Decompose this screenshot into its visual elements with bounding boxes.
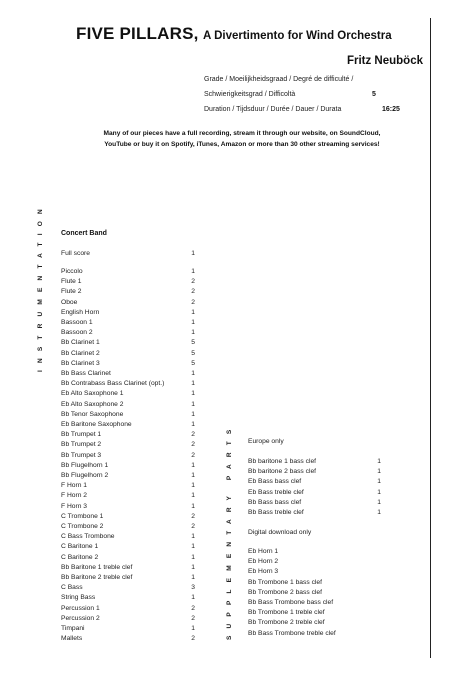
instrument-row-name: Bb Contrabass Bass Clarinet (opt.) bbox=[61, 380, 165, 388]
promo-line-2: YouTube or buy it on Spotify, iTunes, Amazon or more than 30 other streaming services! bbox=[104, 141, 380, 148]
instrument-row-name: Flute 2 bbox=[61, 288, 82, 296]
instrument-row-name: F Horn 2 bbox=[61, 492, 88, 500]
grade-label-line-2: Schwierigkeitsgrad / Difficoltà bbox=[204, 91, 296, 98]
europe-part-row-name: Bb Bass bass clef bbox=[248, 498, 302, 506]
instrument-row-qty: 1 bbox=[191, 543, 195, 551]
digital-part-row-name: Bb Bass Trombone bass clef bbox=[248, 599, 334, 606]
instrument-row-name: Bb Tenor Saxophone bbox=[61, 410, 124, 418]
instrument-row-name: Bassoon 2 bbox=[61, 329, 93, 337]
instrument-row-name: Bassoon 1 bbox=[61, 319, 93, 326]
full-score-qty: 1 bbox=[191, 250, 195, 257]
instrument-row-qty: 1 bbox=[191, 410, 195, 418]
instrument-row-qty: 2 bbox=[191, 451, 195, 459]
instrument-row-name: Timpani bbox=[61, 625, 85, 632]
instrument-row-qty: 1 bbox=[191, 329, 195, 337]
instrument-row-qty: 1 bbox=[191, 308, 195, 316]
instrument-row-name: Bb Baritone 2 treble clef bbox=[61, 574, 133, 581]
instrument-row-name: Bb Clarinet 1 bbox=[61, 339, 100, 347]
supplementary-parts-side-label: SUPPLEMENTARY PARTS bbox=[226, 422, 233, 640]
grade-value: 5 bbox=[372, 91, 376, 98]
europe-part-row-qty: 1 bbox=[377, 458, 381, 465]
instrument-row-name: C Trombone 2 bbox=[61, 523, 104, 530]
instrument-row-qty: 2 bbox=[191, 523, 195, 530]
instrument-row-qty: 5 bbox=[191, 349, 195, 357]
title-row bbox=[76, 24, 426, 44]
instrumentation-side-label: INSTRUMENTATION bbox=[37, 202, 44, 372]
instrument-row-qty: 2 bbox=[191, 278, 195, 286]
instrument-row-name: Bb Trumpet 1 bbox=[61, 431, 102, 439]
instrument-row-qty: 1 bbox=[191, 533, 195, 541]
instrument-row-qty: 2 bbox=[191, 298, 195, 306]
instrument-row-qty: 2 bbox=[191, 635, 195, 643]
digital-part-row-name: Bb Trombone 2 treble clef bbox=[248, 619, 325, 627]
europe-part-row-name: Bb Bass treble clef bbox=[248, 509, 304, 516]
instrument-row-qty: 1 bbox=[191, 390, 195, 398]
instrument-row-name: Bb Baritone 1 treble clef bbox=[61, 563, 133, 571]
instrument-row-qty: 2 bbox=[191, 441, 195, 449]
instrument-row-qty: 1 bbox=[191, 268, 195, 275]
europe-part-row-name: Bb baritone 1 bass clef bbox=[248, 458, 317, 465]
instrument-row-name: Bb Clarinet 3 bbox=[61, 359, 100, 367]
instrument-row-name: Bb Bass Clarinet bbox=[61, 370, 111, 377]
instrument-row-name: Bb Flugelhorn 2 bbox=[61, 472, 109, 479]
instrument-row-name: Bb Clarinet 2 bbox=[61, 349, 100, 357]
europe-part-row-qty: 1 bbox=[377, 468, 381, 476]
instrument-row-name: Bb Trumpet 3 bbox=[61, 451, 102, 459]
right-margin-rule bbox=[430, 18, 431, 658]
europe-part-row-name: Eb Bass bass clef bbox=[248, 478, 302, 486]
digital-part-row-name: Bb Trombone 1 bass clef bbox=[248, 578, 322, 586]
digital-only-heading-name: Digital download only bbox=[248, 529, 312, 536]
instrument-row-qty: 1 bbox=[191, 492, 195, 500]
page-subtitle: A Divertimento for Wind Orchestra bbox=[203, 30, 392, 42]
instrument-row-name: Piccolo bbox=[61, 268, 83, 275]
instrument-row-name: Bb Flugelhorn 1 bbox=[61, 461, 109, 469]
instrument-row-name: C Trombone 1 bbox=[61, 512, 104, 520]
instrument-row-qty: 1 bbox=[191, 400, 195, 408]
instrument-row-qty: 1 bbox=[191, 370, 195, 377]
instrument-row-qty: 5 bbox=[191, 359, 195, 367]
full-score-name: Full score bbox=[61, 250, 90, 257]
instrument-row-name: Eb Baritone Saxophone bbox=[61, 421, 132, 428]
instrument-row-qty: 2 bbox=[191, 604, 195, 612]
duration-value: 16:25 bbox=[382, 106, 400, 113]
page-title: FIVE PILLARS, bbox=[76, 24, 199, 43]
instrument-row-qty: 1 bbox=[191, 563, 195, 571]
instrument-row-qty: 2 bbox=[191, 431, 195, 439]
instrument-row-qty: 2 bbox=[191, 512, 195, 520]
europe-part-row-qty: 1 bbox=[377, 478, 381, 486]
instrument-row-name: Flute 1 bbox=[61, 278, 82, 286]
instrument-row-qty: 1 bbox=[191, 553, 195, 561]
instrument-row-qty: 1 bbox=[191, 319, 195, 326]
europe-part-row-name: Eb Bass treble clef bbox=[248, 488, 304, 496]
digital-part-row-name: Eb Horn 1 bbox=[248, 548, 279, 555]
instrument-row-name: String Bass bbox=[61, 594, 96, 602]
instrument-row-name: English Horn bbox=[61, 308, 100, 316]
instrument-row-name: C Bass bbox=[61, 584, 83, 592]
instrument-row-name: Mallets bbox=[61, 635, 83, 643]
instrument-row-name: F Horn 1 bbox=[61, 482, 88, 490]
duration-label: Duration / Tijdsduur / Durée / Dauer / Durata bbox=[204, 106, 342, 113]
concert-band-heading: Concert Band bbox=[61, 230, 107, 237]
instrument-row-qty: 1 bbox=[191, 472, 195, 479]
instrument-row-name: Oboe bbox=[61, 298, 78, 306]
instrument-row-name: F Horn 3 bbox=[61, 502, 88, 510]
grade-label-line-1: Grade / Moeilijkheidsgraad / Degré de difficulté / bbox=[204, 76, 354, 83]
instrument-row-qty: 1 bbox=[191, 482, 195, 490]
instrument-row-qty: 1 bbox=[191, 421, 195, 428]
promo-line-1: Many of our pieces have a full recording, stream it through our website, on SoundCloud, bbox=[103, 130, 381, 137]
digital-part-row-name: Eb Horn 2 bbox=[248, 558, 279, 566]
europe-part-row-name: Bb baritone 2 bass clef bbox=[248, 468, 317, 476]
instrument-row-name: C Baritone 1 bbox=[61, 543, 99, 551]
instrument-row-qty: 1 bbox=[191, 502, 195, 510]
instrument-row-qty: 5 bbox=[191, 339, 195, 347]
instrument-row-name: Eb Alto Saxophone 2 bbox=[61, 400, 124, 408]
instrument-row-name: Percussion 2 bbox=[61, 614, 100, 622]
europe-part-row-qty: 1 bbox=[377, 488, 381, 496]
instrument-row-name: Eb Alto Saxophone 1 bbox=[61, 390, 124, 398]
digital-part-row-name: Bb Bass Trombone treble clef bbox=[248, 629, 336, 637]
instrument-row-name: C Baritone 2 bbox=[61, 553, 99, 561]
streaming-promo bbox=[62, 128, 422, 150]
instrument-row-name: Percussion 1 bbox=[61, 604, 100, 612]
instrument-row-qty: 3 bbox=[191, 584, 195, 592]
digital-part-row-name: Eb Horn 3 bbox=[248, 568, 279, 576]
instrument-row-qty: 1 bbox=[191, 594, 195, 602]
digital-part-row-name: Bb Trombone 1 treble clef bbox=[248, 609, 325, 617]
europe-part-row-qty: 1 bbox=[377, 509, 381, 516]
instrument-row-qty: 2 bbox=[191, 288, 195, 296]
instrument-row-name: Bb Trumpet 2 bbox=[61, 441, 102, 449]
instrument-row-name: C Bass Trombone bbox=[61, 533, 115, 541]
composer-name: Fritz Neuböck bbox=[346, 55, 423, 67]
instrument-row-qty: 1 bbox=[191, 574, 195, 581]
digital-part-row-name: Bb Trombone 2 bass clef bbox=[248, 588, 322, 596]
instrument-row-qty: 1 bbox=[191, 380, 195, 388]
europe-part-row-qty: 1 bbox=[377, 498, 381, 506]
instrument-row-qty: 1 bbox=[191, 625, 195, 632]
europe-only-heading-name: Europe only bbox=[248, 438, 284, 445]
instrument-row-qty: 1 bbox=[191, 461, 195, 469]
instrument-row-qty: 2 bbox=[191, 614, 195, 622]
